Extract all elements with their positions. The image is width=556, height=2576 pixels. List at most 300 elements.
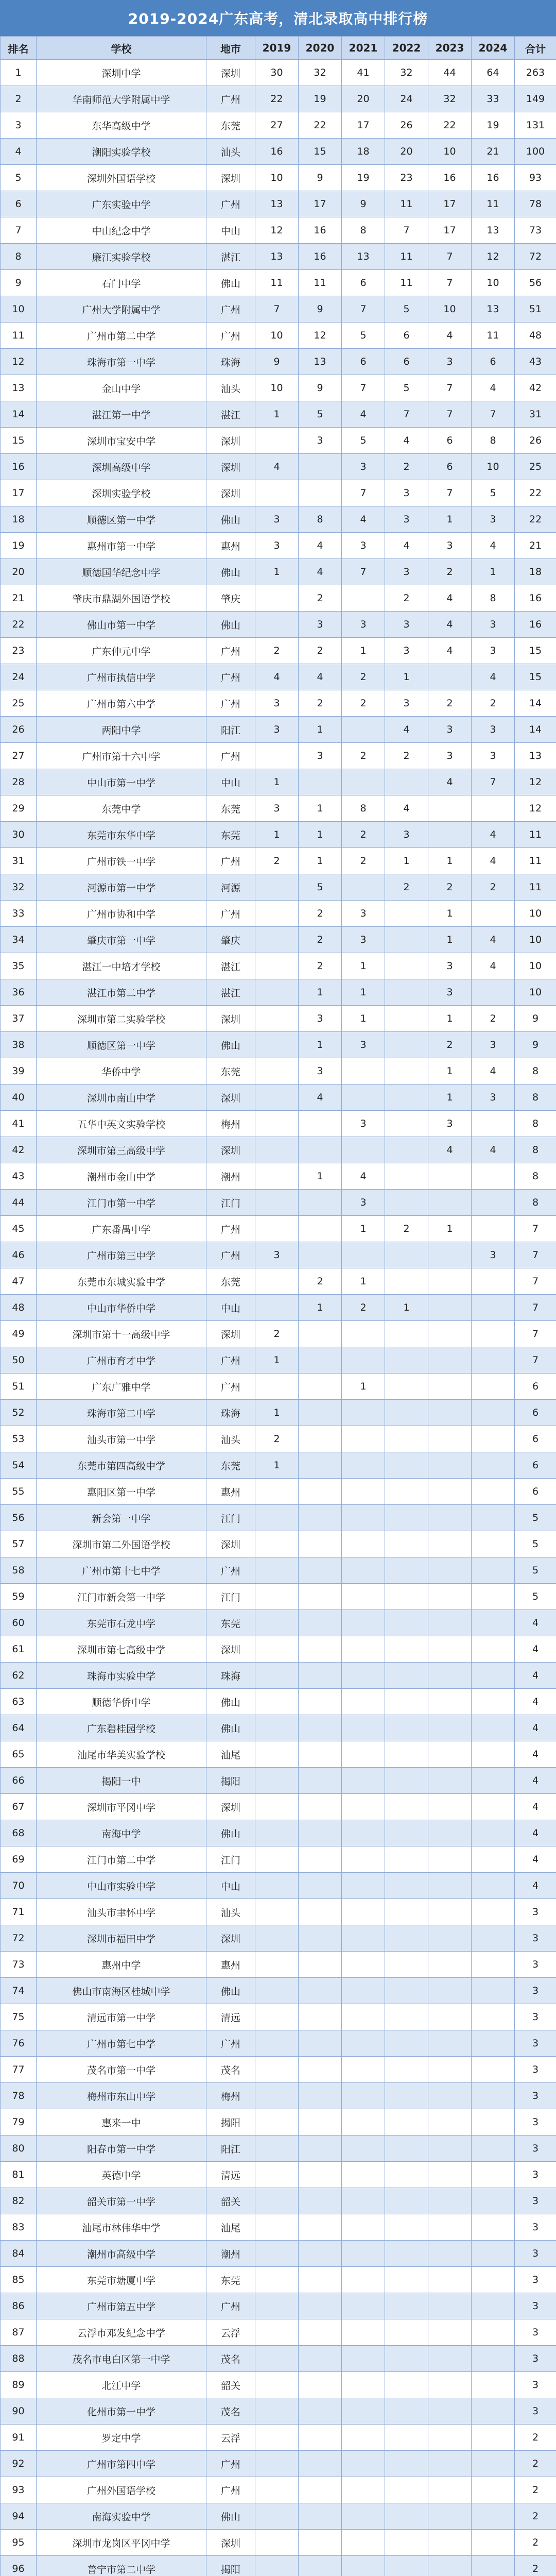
count-cell: 2	[342, 690, 385, 717]
count-cell: 2	[299, 901, 342, 927]
count-cell: 32	[428, 86, 472, 112]
count-cell: 6	[515, 1452, 556, 1479]
school-name-cell: 普宁市第二中学	[37, 2556, 206, 2576]
count-cell: 3	[342, 901, 385, 927]
count-cell: 8	[515, 1190, 556, 1216]
count-cell: 3	[428, 349, 472, 375]
count-cell	[472, 1925, 515, 1952]
city-cell: 梅州	[206, 2083, 255, 2109]
count-cell: 3	[472, 1032, 515, 1058]
city-cell: 广州	[206, 1216, 255, 1242]
city-cell: 江门	[206, 1505, 255, 1531]
count-cell: 33	[472, 86, 515, 112]
count-cell: 2	[385, 585, 428, 612]
count-cell	[299, 1190, 342, 1216]
city-cell: 深圳	[206, 165, 255, 191]
count-cell: 12	[299, 323, 342, 349]
count-cell	[385, 1190, 428, 1216]
table-row	[1, 1374, 556, 1400]
table-row	[1, 2293, 556, 2319]
count-cell	[428, 2057, 472, 2083]
school-name-cell: 东华高级中学	[37, 112, 206, 139]
school-name-cell: 汕尾市林伟华中学	[37, 2214, 206, 2241]
count-cell: 3	[428, 953, 472, 979]
count-cell	[255, 2030, 299, 2057]
city-cell: 广州	[206, 296, 255, 323]
city-cell: 广州	[206, 848, 255, 874]
count-cell: 3	[515, 2241, 556, 2267]
count-cell: 4	[299, 533, 342, 559]
count-cell: 10	[472, 454, 515, 480]
count-cell	[472, 1190, 515, 1216]
count-cell	[299, 2346, 342, 2372]
school-name-cell: 揭阳一中	[37, 1768, 206, 1794]
count-cell: 2	[515, 2556, 556, 2576]
count-cell	[472, 1768, 515, 1794]
count-cell	[342, 1084, 385, 1111]
count-cell: 3	[342, 1190, 385, 1216]
city-cell: 中山	[206, 217, 255, 244]
rank-cell: 66	[1, 1768, 37, 1794]
ranking-table	[0, 36, 556, 2576]
rank-cell: 96	[1, 2556, 37, 2576]
count-cell: 3	[385, 638, 428, 664]
count-cell	[385, 2451, 428, 2477]
count-cell	[255, 2503, 299, 2530]
count-cell	[385, 1557, 428, 1584]
rank-cell: 40	[1, 1084, 37, 1111]
count-cell	[342, 2451, 385, 2477]
count-cell: 3	[255, 533, 299, 559]
count-cell: 3	[255, 795, 299, 822]
table-row	[1, 1347, 556, 1374]
count-cell: 9	[515, 1032, 556, 1058]
count-cell	[342, 1952, 385, 1978]
count-cell: 17	[342, 112, 385, 139]
count-cell: 19	[342, 165, 385, 191]
table-row	[1, 2188, 556, 2214]
school-name-cell: 深圳高级中学	[37, 454, 206, 480]
count-cell: 3	[515, 2057, 556, 2083]
count-cell: 3	[255, 690, 299, 717]
rank-cell: 45	[1, 1216, 37, 1242]
count-cell: 4	[299, 1084, 342, 1111]
count-cell	[428, 1715, 472, 1741]
count-cell: 4	[428, 585, 472, 612]
count-cell	[472, 1531, 515, 1557]
count-cell	[385, 1268, 428, 1295]
count-cell: 3	[472, 717, 515, 743]
count-cell	[255, 2372, 299, 2398]
count-cell: 2	[299, 638, 342, 664]
count-cell: 100	[515, 139, 556, 165]
rank-cell: 33	[1, 901, 37, 927]
count-cell	[428, 2503, 472, 2530]
count-cell	[472, 2556, 515, 2576]
count-cell: 12	[255, 217, 299, 244]
count-cell: 2	[385, 1216, 428, 1242]
rank-cell: 34	[1, 927, 37, 953]
count-cell: 4	[342, 506, 385, 533]
rank-cell: 92	[1, 2451, 37, 2477]
table-row	[1, 2136, 556, 2162]
count-cell	[385, 1794, 428, 1820]
count-cell	[385, 2319, 428, 2346]
count-cell: 3	[385, 559, 428, 585]
count-cell: 1	[299, 795, 342, 822]
count-cell	[385, 2241, 428, 2267]
school-name-cell: 深圳市龙岗区平冈中学	[37, 2530, 206, 2556]
table-row	[1, 349, 556, 375]
count-cell	[428, 2267, 472, 2293]
rank-cell: 60	[1, 1610, 37, 1636]
rank-cell: 77	[1, 2057, 37, 2083]
count-cell	[255, 953, 299, 979]
count-cell	[472, 795, 515, 822]
school-name-cell: 佛山市南海区桂城中学	[37, 1978, 206, 2004]
count-cell	[385, 1925, 428, 1952]
table-row	[1, 769, 556, 795]
count-cell	[255, 2109, 299, 2136]
rank-cell: 44	[1, 1190, 37, 1216]
count-cell: 1	[255, 1452, 299, 1479]
table-row	[1, 2372, 556, 2398]
count-cell: 2	[428, 559, 472, 585]
count-cell	[342, 1400, 385, 1426]
count-cell: 4	[472, 375, 515, 401]
count-cell: 27	[255, 112, 299, 139]
school-name-cell: 广州大学附属中学	[37, 296, 206, 323]
city-cell: 茂名	[206, 2346, 255, 2372]
count-cell	[299, 1846, 342, 1873]
count-cell: 1	[428, 1084, 472, 1111]
count-cell: 51	[515, 296, 556, 323]
count-cell: 2	[515, 2425, 556, 2451]
count-cell: 2	[472, 1006, 515, 1032]
count-cell	[299, 2398, 342, 2425]
city-cell: 湛江	[206, 244, 255, 270]
count-cell: 7	[515, 1268, 556, 1295]
city-cell: 揭阳	[206, 1768, 255, 1794]
count-cell	[299, 2319, 342, 2346]
school-name-cell: 东莞市石龙中学	[37, 1610, 206, 1636]
count-cell	[255, 1295, 299, 1321]
count-cell: 5	[342, 428, 385, 454]
count-cell	[428, 1873, 472, 1899]
count-cell	[342, 1978, 385, 2004]
count-cell	[255, 1190, 299, 1216]
count-cell	[428, 1163, 472, 1190]
rank-cell: 13	[1, 375, 37, 401]
rank-cell: 65	[1, 1741, 37, 1768]
table-row	[1, 2214, 556, 2241]
school-name-cell: 东莞中学	[37, 795, 206, 822]
count-cell: 1	[255, 769, 299, 795]
table-row	[1, 139, 556, 165]
count-cell: 4	[342, 401, 385, 428]
count-cell: 6	[515, 1426, 556, 1452]
column-header: 地市	[206, 37, 255, 60]
count-cell	[299, 769, 342, 795]
school-name-cell: 深圳外国语学校	[37, 165, 206, 191]
count-cell	[472, 2030, 515, 2057]
table-row	[1, 270, 556, 296]
count-cell: 17	[428, 191, 472, 217]
count-cell: 11	[385, 244, 428, 270]
count-cell: 3	[515, 1899, 556, 1925]
count-cell: 18	[515, 559, 556, 585]
rank-cell: 50	[1, 1347, 37, 1374]
count-cell	[385, 1006, 428, 1032]
school-name-cell: 河源市第一中学	[37, 874, 206, 901]
rank-cell: 90	[1, 2398, 37, 2425]
count-cell	[299, 1794, 342, 1820]
count-cell	[385, 2136, 428, 2162]
count-cell: 2	[255, 848, 299, 874]
table-row	[1, 585, 556, 612]
rank-cell: 53	[1, 1426, 37, 1452]
count-cell	[428, 1400, 472, 1426]
column-header: 学校	[37, 37, 206, 60]
count-cell: 7	[515, 1295, 556, 1321]
count-cell	[299, 1663, 342, 1689]
count-cell	[385, 901, 428, 927]
table-row	[1, 1636, 556, 1663]
count-cell	[255, 1111, 299, 1137]
count-cell: 7	[428, 270, 472, 296]
table-row	[1, 1242, 556, 1268]
count-cell: 1	[428, 927, 472, 953]
count-cell: 3	[299, 743, 342, 769]
rank-cell: 31	[1, 848, 37, 874]
count-cell: 2	[255, 638, 299, 664]
count-cell: 5	[385, 296, 428, 323]
count-cell	[385, 1899, 428, 1925]
count-cell	[472, 2188, 515, 2214]
count-cell: 3	[385, 480, 428, 506]
school-name-cell: 广州市执信中学	[37, 664, 206, 690]
count-cell	[342, 1873, 385, 1899]
table-row	[1, 1479, 556, 1505]
count-cell	[385, 953, 428, 979]
count-cell	[385, 2425, 428, 2451]
count-cell: 8	[299, 506, 342, 533]
city-cell: 东莞	[206, 1610, 255, 1636]
count-cell	[255, 1820, 299, 1846]
count-cell: 3	[515, 2136, 556, 2162]
table-row	[1, 1058, 556, 1084]
count-cell	[428, 2004, 472, 2030]
count-cell	[428, 1820, 472, 1846]
count-cell: 3	[472, 506, 515, 533]
count-cell	[472, 1426, 515, 1452]
city-cell: 广州	[206, 2293, 255, 2319]
count-cell	[428, 1242, 472, 1268]
count-cell: 26	[515, 428, 556, 454]
count-cell: 3	[515, 2319, 556, 2346]
count-cell	[342, 717, 385, 743]
count-cell	[385, 1111, 428, 1137]
count-cell: 4	[515, 1768, 556, 1794]
count-cell	[428, 2293, 472, 2319]
count-cell: 16	[515, 585, 556, 612]
rank-cell: 47	[1, 1268, 37, 1295]
count-cell: 4	[515, 1820, 556, 1846]
count-cell	[255, 1032, 299, 1058]
count-cell: 16	[299, 217, 342, 244]
table-row	[1, 953, 556, 979]
school-name-cell: 江门市新会第一中学	[37, 1584, 206, 1610]
city-cell: 深圳	[206, 1084, 255, 1111]
count-cell: 1	[342, 953, 385, 979]
count-cell: 3	[515, 2293, 556, 2319]
count-cell	[428, 1321, 472, 1347]
count-cell: 78	[515, 191, 556, 217]
count-cell	[342, 2372, 385, 2398]
count-cell: 7	[515, 1242, 556, 1268]
rank-cell: 94	[1, 2503, 37, 2530]
count-cell	[342, 1768, 385, 1794]
count-cell	[342, 2425, 385, 2451]
count-cell: 3	[299, 1006, 342, 1032]
city-cell: 珠海	[206, 1400, 255, 1426]
rank-cell: 32	[1, 874, 37, 901]
count-cell: 8	[515, 1163, 556, 1190]
count-cell	[299, 2477, 342, 2503]
rank-cell: 74	[1, 1978, 37, 2004]
count-cell	[385, 2083, 428, 2109]
school-name-cell: 广东实验中学	[37, 191, 206, 217]
count-cell: 16	[255, 139, 299, 165]
count-cell: 13	[255, 191, 299, 217]
rank-cell: 46	[1, 1242, 37, 1268]
table-row	[1, 1557, 556, 1584]
table-row	[1, 559, 556, 585]
count-cell: 13	[342, 244, 385, 270]
count-cell	[428, 2425, 472, 2451]
count-cell: 3	[255, 1242, 299, 1268]
count-cell	[428, 1663, 472, 1689]
school-name-cell: 深圳市第七高级中学	[37, 1636, 206, 1663]
count-cell	[385, 2057, 428, 2083]
count-cell	[255, 1505, 299, 1531]
rank-cell: 1	[1, 60, 37, 86]
count-cell: 1	[299, 1032, 342, 1058]
count-cell	[472, 1400, 515, 1426]
count-cell	[472, 1873, 515, 1899]
count-cell	[255, 1531, 299, 1557]
rank-cell: 9	[1, 270, 37, 296]
count-cell	[428, 664, 472, 690]
rank-cell: 79	[1, 2109, 37, 2136]
count-cell	[342, 1636, 385, 1663]
count-cell	[472, 1163, 515, 1190]
city-cell: 深圳	[206, 2530, 255, 2556]
count-cell	[385, 2030, 428, 2057]
count-cell: 10	[255, 375, 299, 401]
count-cell: 21	[515, 533, 556, 559]
count-cell	[299, 1584, 342, 1610]
city-cell: 阳江	[206, 717, 255, 743]
table-row	[1, 2346, 556, 2372]
rank-cell: 20	[1, 559, 37, 585]
count-cell: 4	[385, 428, 428, 454]
count-cell	[385, 2556, 428, 2576]
rank-cell: 28	[1, 769, 37, 795]
city-cell: 茂名	[206, 2398, 255, 2425]
school-name-cell: 广州市第五中学	[37, 2293, 206, 2319]
table-row	[1, 2477, 556, 2503]
school-name-cell: 广州市铁一中学	[37, 848, 206, 874]
count-cell: 2	[472, 874, 515, 901]
count-cell: 2	[342, 743, 385, 769]
count-cell: 1	[385, 848, 428, 874]
rank-cell: 57	[1, 1531, 37, 1557]
count-cell	[428, 1190, 472, 1216]
count-cell: 17	[299, 191, 342, 217]
count-cell	[255, 1163, 299, 1190]
table-row	[1, 612, 556, 638]
school-name-cell: 金山中学	[37, 375, 206, 401]
count-cell: 1	[255, 1400, 299, 1426]
rank-cell: 95	[1, 2530, 37, 2556]
table-row	[1, 717, 556, 743]
count-cell	[472, 2162, 515, 2188]
count-cell	[342, 1689, 385, 1715]
rank-cell: 75	[1, 2004, 37, 2030]
rank-cell: 42	[1, 1137, 37, 1163]
table-row	[1, 927, 556, 953]
count-cell	[255, 2188, 299, 2214]
count-cell	[428, 1925, 472, 1952]
city-cell: 广州	[206, 638, 255, 664]
count-cell: 1	[299, 979, 342, 1006]
count-cell	[342, 874, 385, 901]
school-name-cell: 清远市第一中学	[37, 2004, 206, 2030]
count-cell	[255, 2004, 299, 2030]
table-row	[1, 533, 556, 559]
count-cell	[472, 2346, 515, 2372]
count-cell	[342, 2004, 385, 2030]
rank-cell: 8	[1, 244, 37, 270]
table-row	[1, 901, 556, 927]
count-cell: 18	[342, 139, 385, 165]
table-row	[1, 506, 556, 533]
count-cell: 20	[342, 86, 385, 112]
count-cell: 1	[342, 1006, 385, 1032]
count-cell	[299, 2214, 342, 2241]
count-cell	[385, 2162, 428, 2188]
count-cell: 7	[515, 1347, 556, 1374]
count-cell: 4	[428, 769, 472, 795]
school-name-cell: 汕头市第一中学	[37, 1426, 206, 1452]
count-cell: 1	[428, 1216, 472, 1242]
table-row	[1, 795, 556, 822]
count-cell	[299, 2425, 342, 2451]
table-row	[1, 401, 556, 428]
school-name-cell: 湛江市第二中学	[37, 979, 206, 1006]
count-cell	[299, 2188, 342, 2214]
count-cell: 4	[255, 454, 299, 480]
count-cell	[255, 2057, 299, 2083]
column-header: 2021	[342, 37, 385, 60]
school-name-cell: 两阳中学	[37, 717, 206, 743]
city-cell: 揭阳	[206, 2556, 255, 2576]
rank-cell: 5	[1, 165, 37, 191]
city-cell: 潮州	[206, 1163, 255, 1190]
count-cell: 19	[472, 112, 515, 139]
count-cell: 11	[472, 191, 515, 217]
